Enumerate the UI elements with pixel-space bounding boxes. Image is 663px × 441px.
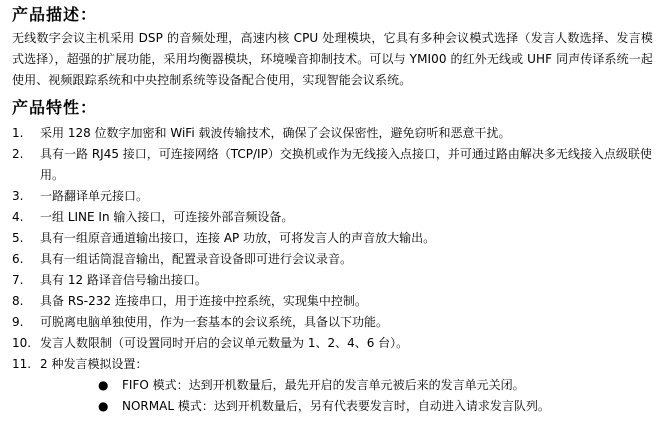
- description-paragraph: 无线数字会议主机采用 DSP 的音频处理，高速内核 CPU 处理模块，它具有多种会议模式选择（发言人数选择、发言模式选择），超强的扩展功能，采用均衡器模块，环境噪音抑制技术。可以与 YMI00 的红外无线或 UHF 同声传译系统一起使用、视频跟踪系统和中央控制系统等设备配合使用，实现智能会议系统。: [12, 31, 653, 87]
- feature-number: 2.: [12, 147, 24, 161]
- feature-text: 具备 RS-232 连接串口，用于连接中控系统，实现集中控制。: [40, 294, 367, 308]
- feature-text: 2 种发言模拟设置：: [40, 357, 148, 371]
- feature-item: [12, 354, 653, 375]
- speech-mode-item: [12, 375, 653, 396]
- feature-number: 1.: [12, 126, 24, 140]
- feature-item: [12, 207, 653, 228]
- feature-item: [12, 312, 653, 333]
- feature-number: 5.: [12, 231, 24, 245]
- feature-number: 8.: [12, 294, 24, 308]
- speech-mode-text: NORMAL 模式：达到开机数量后，另有代表要发言时，自动进入请求发言队列。: [122, 399, 550, 413]
- feature-item: [12, 144, 653, 186]
- feature-list: [12, 123, 653, 375]
- feature-text: 一路翻译单元接口。: [40, 189, 149, 203]
- feature-text: 可脱离电脑单独使用，作为一套基本的会议系统，具备以下功能。: [40, 315, 389, 329]
- feature-text: 具有一路 RJ45 接口，可连接网络（TCP/IP）交换机或作为无线接入点接口，并可通过路由解决多无线接入点级联使用。: [40, 147, 652, 182]
- feature-number: 6.: [12, 252, 24, 266]
- feature-text: 具有一组原音通道输出接口，连接 AP 功放，可将发言人的声音放大输出。: [40, 231, 436, 245]
- features-heading: 产品特性：: [12, 98, 98, 117]
- feature-item: [12, 228, 653, 249]
- speech-mode-list: [12, 375, 653, 417]
- speech-mode-text: FIFO 模式：达到开机数量后，最先开启的发言单元被后来的发言单元关闭。: [122, 378, 525, 392]
- feature-item: [12, 249, 653, 270]
- feature-item: [12, 333, 653, 354]
- feature-number: 4.: [12, 210, 24, 224]
- bullet-icon: ●: [98, 378, 109, 392]
- feature-number: 11.: [12, 357, 32, 371]
- feature-number: 10.: [12, 336, 32, 350]
- feature-text: 具有 12 路译音信号输出接口。: [40, 273, 207, 287]
- feature-number: 3.: [12, 189, 24, 203]
- feature-number: 7.: [12, 273, 24, 287]
- document-page: [0, 4, 663, 441]
- feature-number: 9.: [12, 315, 24, 329]
- feature-item: [12, 270, 653, 291]
- feature-item: [12, 186, 653, 207]
- description-heading: 产品描述：: [12, 5, 98, 24]
- speech-mode-item: [12, 396, 653, 417]
- feature-text: 具有一组话筒混音输出，配置录音设备即可进行会议录音。: [40, 252, 353, 266]
- feature-item: [12, 123, 653, 144]
- feature-text: 发言人数限制（可设置同时开启的会议单元数量为 1、2、4、6 台）。: [40, 336, 409, 350]
- bullet-icon: ●: [98, 399, 109, 413]
- feature-text: 采用 128 位数字加密和 WiFi 载波传输技术，确保了会议保密性，避免窃听和恶意干扰。: [40, 126, 511, 140]
- feature-text: 一组 LINE In 输入接口，可连接外部音频设备。: [40, 210, 294, 224]
- feature-item: [12, 291, 653, 312]
